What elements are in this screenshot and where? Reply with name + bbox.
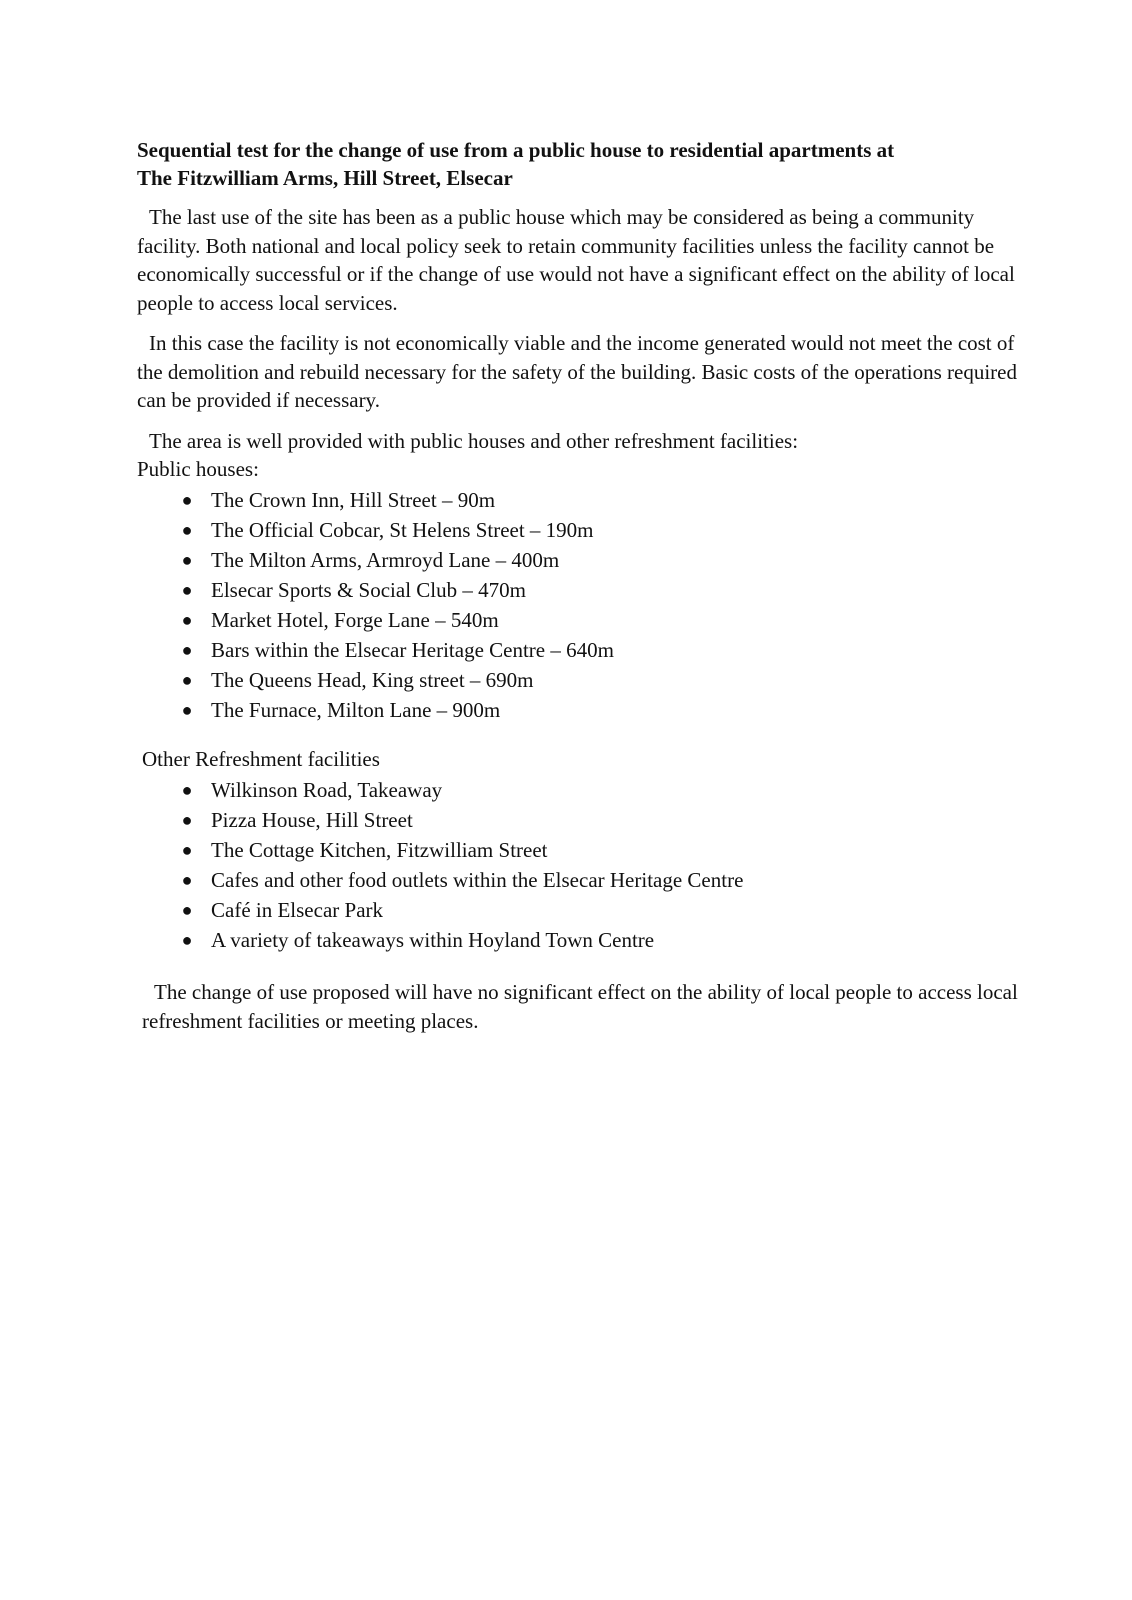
- public-house-item: [137, 515, 614, 545]
- bullet-icon: ●: [181, 930, 193, 950]
- refreshment-facility-item: [137, 775, 743, 805]
- public-house-item-text: Elsecar Sports & Social Club – 470m: [211, 578, 526, 602]
- public-house-item-text: The Milton Arms, Armroyd Lane – 400m: [211, 548, 560, 572]
- bullet-icon: ●: [181, 670, 193, 690]
- bullet-icon: ●: [181, 810, 193, 830]
- refreshment-facility-item: [137, 925, 743, 955]
- bullet-icon: ●: [181, 870, 193, 890]
- bullet-icon: ●: [181, 550, 193, 570]
- paragraph-provision: [137, 427, 1017, 456]
- public-house-item-text: The Furnace, Milton Lane – 900m: [211, 698, 501, 722]
- public-house-item: [137, 575, 614, 605]
- bullet-icon: ●: [181, 780, 193, 800]
- public-houses-label: Public houses:: [137, 457, 259, 481]
- refreshment-facility-item: [137, 895, 743, 925]
- bullet-icon: ●: [181, 640, 193, 660]
- public-house-item-text: The Queens Head, King street – 690m: [211, 668, 534, 692]
- title-line-1: Sequential test for the change of use from a public house to residential apartments at: [137, 138, 895, 162]
- refreshment-facility-item: [137, 835, 743, 865]
- title-line-2: The Fitzwilliam Arms, Hill Street, Elsecar: [137, 166, 513, 190]
- refreshment-facility-item-text: Wilkinson Road, Takeaway: [211, 778, 443, 802]
- public-house-item: [137, 605, 614, 635]
- paragraph-provision-text: The area is well provided with public houses and other refreshment facilities:: [149, 429, 799, 453]
- paragraph-intro: [137, 203, 1017, 317]
- public-houses-list: [137, 485, 614, 725]
- public-house-item-text: Market Hotel, Forge Lane – 540m: [211, 608, 499, 632]
- paragraph-intro-text: The last use of the site has been as a public house which may be considered as being a community facility. Both national and local policy seek to retain community facilities unless the facility cannot be economically successful or if the change of use would not have a significant effect on the ability of local people to access local services.: [137, 205, 1015, 315]
- public-house-item: [137, 665, 614, 695]
- refreshment-facility-item-text: Café in Elsecar Park: [211, 898, 384, 922]
- public-house-item: [137, 635, 614, 665]
- bullet-icon: ●: [181, 490, 193, 510]
- refreshment-facility-item-text: Pizza House, Hill Street: [211, 808, 413, 832]
- other-facilities-list: [137, 775, 743, 955]
- paragraph-conclusion-text: The change of use proposed will have no significant effect on the ability of local people to access local refreshment facilities or meeting places.: [142, 980, 1018, 1033]
- refreshment-facility-item-text: Cafes and other food outlets within the Elsecar Heritage Centre: [211, 868, 744, 892]
- bullet-icon: ●: [181, 580, 193, 600]
- bullet-icon: ●: [181, 700, 193, 720]
- public-house-item-text: The Official Cobcar, St Helens Street – 190m: [211, 518, 594, 542]
- bullet-icon: ●: [181, 840, 193, 860]
- public-house-item: [137, 695, 614, 725]
- refreshment-facility-item-text: A variety of takeaways within Hoyland Town Centre: [211, 928, 655, 952]
- refreshment-facility-item: [137, 865, 743, 895]
- paragraph-conclusion: [142, 978, 1022, 1035]
- paragraph-viability-text: In this case the facility is not economically viable and the income generated would not meet the cost of the demolition and rebuild necessary for the safety of the building. Basic costs of the operations required can be provided if necessary.: [137, 331, 1018, 412]
- bullet-icon: ●: [181, 610, 193, 630]
- bullet-icon: ●: [181, 520, 193, 540]
- document-title: [137, 136, 1017, 192]
- refreshment-facility-item: [137, 805, 743, 835]
- public-house-item-text: The Crown Inn, Hill Street – 90m: [211, 488, 496, 512]
- refreshment-facility-item-text: The Cottage Kitchen, Fitzwilliam Street: [211, 838, 548, 862]
- public-house-item: [137, 545, 614, 575]
- paragraph-viability: [137, 329, 1017, 415]
- public-house-item: [137, 485, 614, 515]
- bullet-icon: ●: [181, 900, 193, 920]
- public-house-item-text: Bars within the Elsecar Heritage Centre – 640m: [211, 638, 614, 662]
- other-facilities-label: Other Refreshment facilities: [142, 747, 380, 771]
